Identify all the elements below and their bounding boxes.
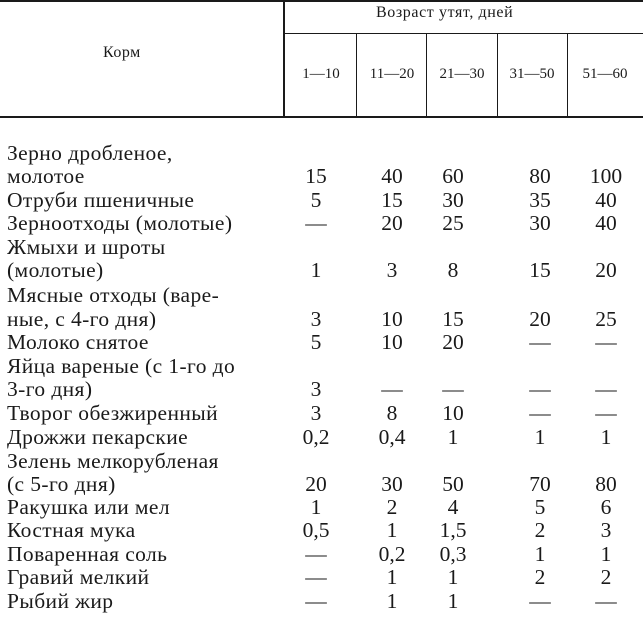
feed-name: Поваренная соль [7, 542, 168, 566]
feed-column-divider [283, 0, 285, 118]
ration-value: 25 [442, 211, 464, 235]
ration-value: 1 [386, 565, 398, 589]
ration-value: 35 [529, 188, 551, 212]
table-header [0, 0, 643, 118]
feed-name: Жмыхи и шроты [7, 235, 166, 259]
header-top-rule [0, 0, 643, 2]
ration-value: 70 [529, 472, 551, 496]
ration-value: 1 [534, 425, 546, 449]
ration-value: 30 [381, 472, 403, 496]
feed-name: Молоко снятое [7, 330, 149, 354]
ration-value: 1 [310, 495, 322, 519]
feed-column-header: Корм [103, 44, 141, 61]
ration-value: 0,3 [439, 542, 467, 566]
ration-value: 1 [386, 589, 398, 613]
ration-value: — [529, 330, 551, 354]
ration-value: 3 [310, 307, 322, 331]
ration-value: — [595, 401, 617, 425]
ration-value: 2 [534, 565, 546, 589]
age-column-header: 51—60 [582, 66, 628, 82]
ration-value: 3 [600, 518, 612, 542]
ration-value: 15 [529, 258, 551, 282]
age-col-divider-1 [356, 34, 357, 118]
ration-value: 1 [600, 425, 612, 449]
feed-name: (с 5-го дня) [7, 472, 116, 496]
feed-name: Ракушка или мел [7, 495, 170, 519]
feed-name: Мясные отходы (варе- [7, 283, 220, 307]
ration-value: 20 [381, 211, 403, 235]
ration-value: 4 [447, 495, 459, 519]
age-col-divider-4 [567, 34, 568, 118]
ration-value: 40 [381, 164, 403, 188]
ration-value: 20 [442, 330, 464, 354]
age-column-header: 21—30 [439, 66, 485, 82]
age-group-rule [284, 33, 643, 34]
ration-value: 3 [310, 377, 322, 401]
ration-value: 10 [442, 401, 464, 425]
ration-value: 6 [600, 495, 612, 519]
ration-value: 80 [529, 164, 551, 188]
ration-value: 1 [386, 518, 398, 542]
feed-name: (молотые) [7, 258, 104, 282]
ration-value: 25 [595, 307, 617, 331]
ration-value: — [305, 211, 327, 235]
ration-value: — [595, 589, 617, 613]
ration-value: — [305, 589, 327, 613]
ration-value: — [529, 401, 551, 425]
ration-value: 3 [310, 401, 322, 425]
ration-value: 2 [600, 565, 612, 589]
ration-value: 0,5 [302, 518, 330, 542]
ration-value: 20 [305, 472, 327, 496]
age-column-header: 31—50 [509, 66, 555, 82]
ration-value: — [595, 377, 617, 401]
ration-value: 0,2 [378, 542, 406, 566]
ration-value: 60 [442, 164, 464, 188]
feed-name: Отруби пшеничные [7, 188, 195, 212]
ration-value: — [305, 565, 327, 589]
feed-name: Творог обезжиренный [7, 401, 219, 425]
ration-value: 10 [381, 307, 403, 331]
feed-name: Гравий мелкий [7, 565, 150, 589]
feed-name: Зерно дробленое, [7, 141, 173, 165]
ration-value: 0,4 [378, 425, 406, 449]
ration-value: 1,5 [439, 518, 467, 542]
ration-value: 50 [442, 472, 464, 496]
header-bottom-rule [0, 116, 643, 118]
ration-value: — [305, 542, 327, 566]
ration-value: 10 [381, 330, 403, 354]
feed-name: Зерноотходы (молотые) [7, 211, 233, 235]
age-col-divider-2 [426, 34, 427, 118]
ration-value: 20 [529, 307, 551, 331]
ration-value: 5 [310, 330, 322, 354]
feed-name: 3-го дня) [7, 377, 93, 401]
ration-value: 40 [595, 211, 617, 235]
age-column-header: 1—10 [302, 66, 340, 82]
ration-value: 1 [310, 258, 322, 282]
feed-name: молотое [7, 164, 85, 188]
ration-value: 5 [534, 495, 546, 519]
ration-value: 30 [529, 211, 551, 235]
ration-value: 8 [447, 258, 459, 282]
ration-value: 30 [442, 188, 464, 212]
feed-name: Костная мука [7, 518, 136, 542]
ration-value: 0,2 [302, 425, 330, 449]
age-column-header: 11—20 [369, 66, 415, 82]
feed-name: Дрожжи пекарские [7, 425, 189, 449]
ration-value: 15 [442, 307, 464, 331]
ration-value: 80 [595, 472, 617, 496]
ration-value: 2 [386, 495, 398, 519]
ration-value: — [529, 377, 551, 401]
ration-value: 15 [305, 164, 327, 188]
ration-value: 8 [386, 401, 398, 425]
feed-name: Зелень мелкорубленая [7, 449, 219, 473]
ration-value: — [529, 589, 551, 613]
ration-value: 40 [595, 188, 617, 212]
age-group-header: Возраст утят, дней [376, 4, 514, 21]
feed-name: ные, с 4-го дня) [7, 307, 157, 331]
ration-value: 15 [381, 188, 403, 212]
ration-value: 1 [534, 542, 546, 566]
ration-value: — [595, 330, 617, 354]
ration-value: 1 [447, 425, 459, 449]
ration-value: — [381, 377, 403, 401]
ration-value: 3 [386, 258, 398, 282]
ration-value: — [442, 377, 464, 401]
ration-value: 20 [595, 258, 617, 282]
ration-value: 100 [589, 164, 623, 188]
ration-value: 2 [534, 518, 546, 542]
feed-name: Яйца вареные (с 1-го до [7, 354, 236, 378]
ration-value: 1 [447, 565, 459, 589]
ration-value: 1 [600, 542, 612, 566]
age-col-divider-3 [497, 34, 498, 118]
ration-value: 5 [310, 188, 322, 212]
feed-name: Рыбий жир [7, 589, 114, 613]
ration-value: 1 [447, 589, 459, 613]
